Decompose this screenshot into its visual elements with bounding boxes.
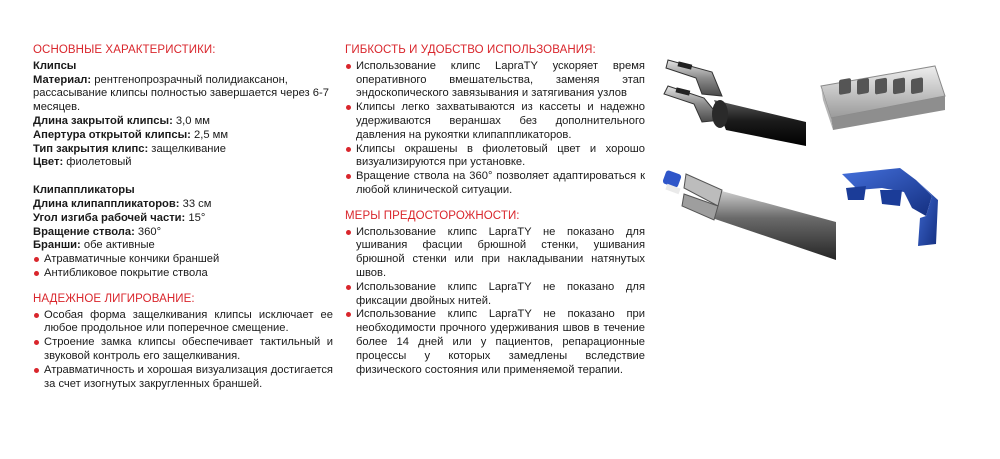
material-value: рентгенопрозрачный полидиаксанон, рассасывание клипсы полностью завершается через 6-7 месяцев. [33,73,329,114]
list-item: Атравматичные кончики браншей [33,253,333,267]
specs-column [33,44,333,391]
clips-title: Клипсы [33,59,77,72]
applier-features-list [33,253,333,281]
rotation-spec [33,226,333,240]
list-item: Клипсы легко захватываются из кассеты и надежно удерживаются вераншах без дополнительного давления на рукоятки клипаппликаторов. [345,101,645,142]
bend-angle-spec [33,212,333,226]
list-item: Вращение ствола на 360° позволяет адаптироваться к любой клинической ситуации. [345,170,645,198]
applier-length-value: 33 см [179,197,212,210]
ligation-list [33,309,333,392]
jaws-spec [33,239,333,253]
specs-heading: ОСНОВНЫЕ ХАРАКТЕРИСТИКИ: [33,44,216,56]
closed-length-value: 3,0 мм [172,114,210,127]
flexibility-heading: ГИБКОСТЬ И УДОБСТВО ИСПОЛЬЗОВАНИЯ: [345,44,596,56]
color-value: фиолетовый [63,156,132,169]
list-item: Клипсы окрашены в фиолетовый цвет и хорошо визуализируются при установке. [345,143,645,171]
clip-applier-photo [656,38,806,146]
jaws-label: Бранши: [33,239,81,252]
list-item: Атравматичность и хорошая визуализация достигается за счет изогнутых закругленных браншей. [33,364,333,392]
list-item: Использование клипс LapraTY ускоряет время оперативного вмешательства, заменяя этап эндоскопического завязывания и затягивания узлов [345,60,645,101]
color-label: Цвет: [33,156,64,169]
closure-type-label: Тип закрытия клипс: [33,142,149,155]
list-item: Антибликовое покрытие ствола [33,267,333,281]
open-aperture-value: 2,5 мм [190,128,229,141]
bend-angle-label: Угол изгиба рабочей части: [33,211,186,224]
list-item: Использование клипс LapraTY не показано для ушивания фасции брюшной стенки, ушивания брюшной стенки или при накладывании натянутых швов. [345,226,645,281]
list-item: Строение замка клипсы обеспечивает тактильный и звуковой контроль его защелкивания. [33,336,333,364]
precautions-heading: МЕРЫ ПРЕДОСТОРОЖНОСТИ: [345,209,520,222]
material-spec [33,74,333,115]
closure-type-spec [33,143,333,157]
rotation-value: 360° [134,225,162,238]
precautions-list [345,226,645,378]
jaws-value: обе активные [80,239,155,252]
open-aperture-spec [33,129,333,143]
bend-angle-value: 15° [185,211,206,224]
rotation-label: Вращение ствола: [33,225,135,238]
ligation-heading: НАДЕЖНОЕ ЛИГИРОВАНИЕ: [33,292,195,305]
flexibility-list [345,60,645,198]
list-item: Использование клипс LapraTY не показано при необходимости прочного удерживания швов в течение более 14 дней или у пациентов, репарационные процессы у которых замедлены вследствие физического состояния или применяемой терапии. [345,308,645,377]
closed-length-spec [33,115,333,129]
applier-length-spec [33,198,333,212]
clip-cassette-photo [805,56,955,136]
appliers-title: Клипаппликаторы [33,184,135,197]
color-spec [33,156,333,170]
closed-length-label: Длина закрытой клипсы: [33,114,173,127]
closure-type-value: защелкивание [148,142,226,155]
material-label: Материал: [33,73,92,86]
list-item: Особая форма защелкивания клипсы исключает ее любое продольное или поперечное смещение. [33,309,333,337]
open-aperture-label: Апертура открытой клипсы: [33,128,191,141]
features-column [345,44,645,377]
lapraty-clip-photo [820,160,955,260]
applier-with-clip-photo [656,150,836,260]
applier-length-label: Длина клипаппликаторов: [33,197,180,210]
list-item: Использование клипс LapraTY не показано для фиксации двойных нитей. [345,281,645,309]
